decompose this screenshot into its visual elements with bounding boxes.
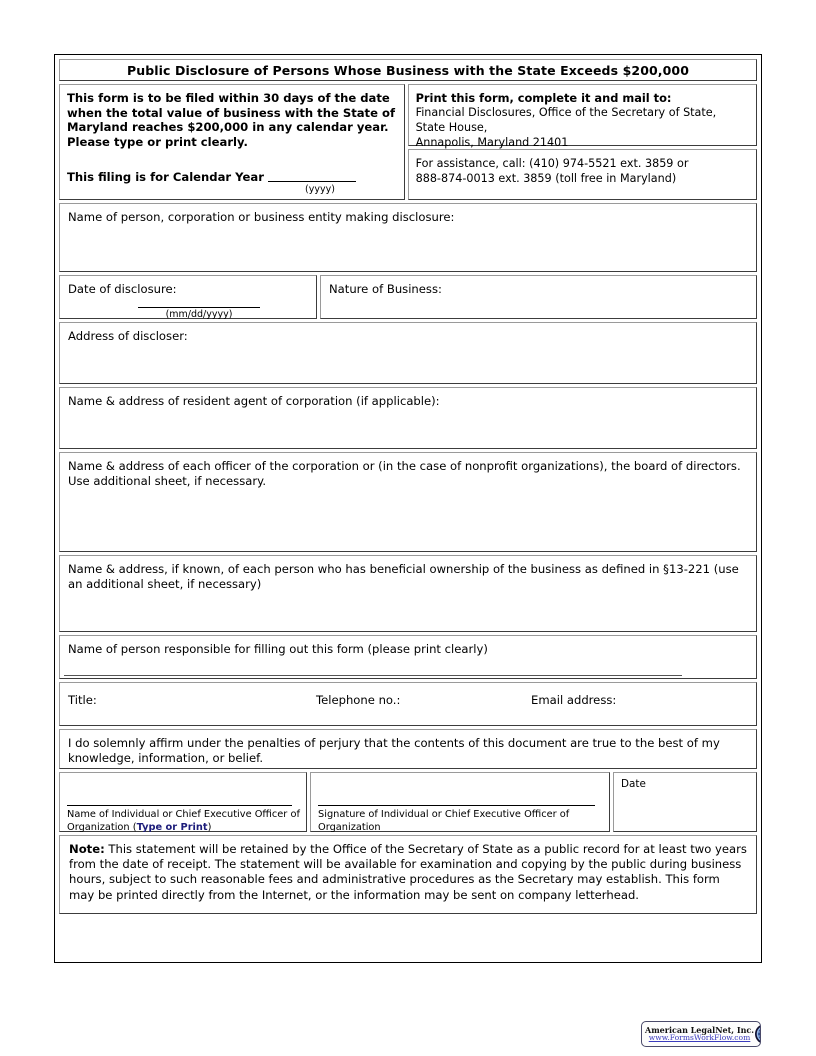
american-legalnet-logo[interactable] bbox=[641, 1021, 761, 1047]
assistance-line-2: 888-874-0013 ext. 3859 (toll free in Maryland) bbox=[415, 172, 677, 186]
officers-label: Name & address of each officer of the corporation or (in the case of nonprofit organizations), the board of directors. Use additional sheet, if necessary. bbox=[68, 458, 741, 488]
email-field[interactable] bbox=[531, 689, 748, 708]
responsible-person-rule bbox=[64, 675, 682, 676]
assistance-line-1: For assistance, call: (410) 974-5521 ext. 3859 or bbox=[415, 157, 689, 170]
calendar-year-input[interactable] bbox=[268, 181, 356, 182]
address-label: Address of discloser: bbox=[68, 328, 188, 343]
resident-agent-field[interactable] bbox=[59, 387, 757, 449]
contact-row bbox=[59, 682, 757, 726]
mailing-line-2: State House, bbox=[415, 120, 488, 134]
affirmation-box bbox=[59, 729, 757, 769]
date-of-disclosure-label: Date of disclosure: bbox=[68, 281, 177, 296]
entity-name-label: Name of person, corporation or business entity making disclosure: bbox=[68, 209, 455, 224]
entity-name-field[interactable] bbox=[59, 203, 757, 272]
title-field[interactable] bbox=[68, 689, 316, 708]
instructions-row bbox=[59, 84, 757, 200]
signer-name-caption bbox=[67, 809, 301, 835]
signature-date-field[interactable] bbox=[613, 772, 757, 832]
mail-and-assistance-column bbox=[408, 84, 757, 200]
title-label: Title: bbox=[68, 692, 97, 707]
logo-url[interactable]: www.FormsWorkFlow.com bbox=[648, 1033, 751, 1043]
affirmation-text: I do solemnly affirm under the penalties of perjury that the contents of this document are true to the best of my knowledge, information, or belief. bbox=[68, 735, 720, 766]
beneficial-ownership-label: Name & address, if known, of each person who has beneficial ownership of the business as defined in §13-221 (use an additional sheet, if necessary) bbox=[68, 561, 739, 591]
date-of-disclosure-field[interactable] bbox=[59, 275, 317, 319]
signer-name-rule bbox=[67, 805, 292, 806]
signature-field[interactable] bbox=[310, 772, 610, 832]
filing-requirement-text: This form is to be filed within 30 days of the date when the total value of business with the State of Maryland reaches $200,000 in any calendar year. Please type or print clearly. bbox=[67, 91, 396, 149]
signature-rule bbox=[318, 805, 595, 806]
mailing-line-1: Financial Disclosures, Office of the Secretary of State, bbox=[415, 105, 717, 119]
nature-of-business-label: Nature of Business: bbox=[329, 281, 442, 296]
nature-of-business-field[interactable] bbox=[320, 275, 757, 319]
responsible-person-field[interactable] bbox=[59, 635, 757, 679]
assistance-box bbox=[408, 149, 757, 200]
responsible-person-label: Name of person responsible for filling out this form (please print clearly) bbox=[68, 641, 488, 656]
signature-date-label: Date bbox=[621, 777, 646, 790]
globe-icon bbox=[754, 1023, 761, 1045]
date-and-nature-row bbox=[59, 275, 757, 319]
signature-row bbox=[59, 772, 757, 832]
officers-field[interactable] bbox=[59, 452, 757, 552]
note-body: This statement will be retained by the Office of the Secretary of State as a public record for at least two years from the date of receipt. The statement will be available for examination and copying by the public during business hours, subject to such reasonable fees and administrative procedures as the Secretary may establish. This form may be printed directly from the Internet, or the information may be sent on company letterhead. bbox=[69, 841, 747, 902]
beneficial-ownership-field[interactable] bbox=[59, 555, 757, 632]
telephone-label: Telephone no.: bbox=[316, 692, 401, 707]
form-title-bar bbox=[59, 59, 757, 81]
mailing-line-3: Annapolis, Maryland 21401 bbox=[415, 135, 569, 149]
calendar-year-format-hint: (yyyy) bbox=[305, 184, 335, 196]
filing-instructions-box bbox=[59, 84, 405, 200]
date-of-disclosure-input[interactable] bbox=[138, 307, 260, 308]
signer-name-caption-part2: ) bbox=[207, 821, 212, 833]
logo-company-name: American LegalNet, Inc. bbox=[645, 1024, 755, 1035]
calendar-year-label: This filing is for Calendar Year bbox=[67, 170, 264, 185]
form-frame bbox=[54, 54, 762, 963]
signer-name-caption-part1: Name of Individual or Chief Executive Officer of Organization ( bbox=[67, 808, 300, 833]
signer-name-field[interactable] bbox=[59, 772, 307, 832]
note-text bbox=[69, 842, 747, 903]
type-or-print-emphasis: Type or Print bbox=[136, 821, 208, 833]
telephone-field[interactable] bbox=[316, 689, 531, 708]
address-field[interactable] bbox=[59, 322, 757, 384]
calendar-year-line bbox=[67, 170, 397, 184]
signature-caption: Signature of Individual or Chief Executive Officer of Organization bbox=[318, 808, 570, 833]
note-box bbox=[59, 835, 757, 914]
logo-text-block bbox=[645, 1026, 754, 1042]
note-label: Note: bbox=[69, 841, 105, 856]
mailing-address-box bbox=[408, 84, 757, 149]
email-label: Email address: bbox=[531, 692, 617, 707]
mailing-heading: Print this form, complete it and mail to: bbox=[415, 91, 672, 105]
resident-agent-label: Name & address of resident agent of corporation (if applicable): bbox=[68, 393, 440, 408]
date-format-hint: (mm/dd/yyyy) bbox=[165, 308, 233, 320]
page-title: Public Disclosure of Persons Whose Business with the State Exceeds $200,000 bbox=[126, 62, 690, 78]
